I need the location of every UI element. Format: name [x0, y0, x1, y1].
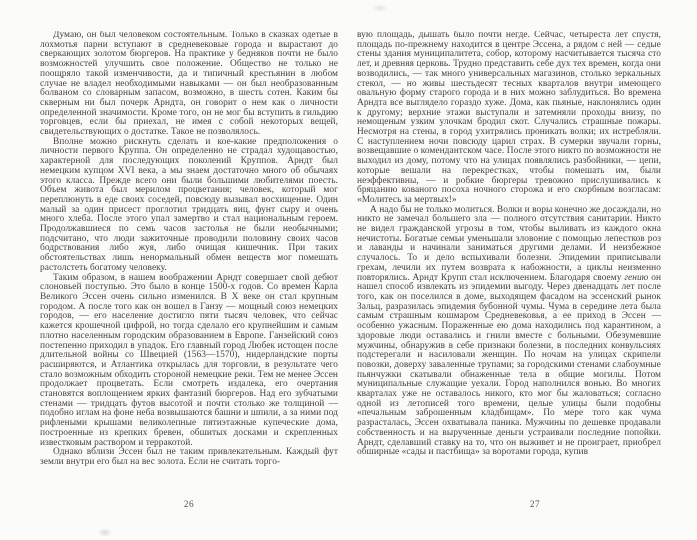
body-text: Вполне можно рискнуть сделать и кое-какие предположения о личности первого Круппа. Он определенно не страдал худощавостью, характерной для последующих поколений Круппов. Арндт был немецким купцом XVI века, а мы знаем достаточно много об обычаях этого класса. Прежде всего они были большими любителями поесть. Объем живота был мерилом процветания; человек, который мог переплюнуть в еде своих соседей, повсюду вызывал восхищение. Один малый за один присест проглотил тридцать яиц, фунт сыру и очень много хлеба. После этого упал замертво и стал национальным героем. Продолжавшиеся по семь часов застолья не были необычными; подсчитано, что люди зажиточные проводили половину своих часов бодрствования либо жуя, либо очищая кишечник. При таких обстоятельствах лишь ненормальный обмен веществ мог помешать растолстеть богатому человеку. — [40, 136, 338, 273]
page-27 — [357, 0, 661, 540]
body-text: Таким образом, в нашем воображении Арндт совершает свой дебют слоновьей поступью. Это было в конце 1500-х годов. Со времен Карла Великого Эссен очень сильно изменился. В X веке он стал крупным городом. А после того как он вошел в Ганзу — мощный союз немецких городов, — его население достигло пяти тысяч человек, что сейчас кажется крошечной цифрой, но тогда сделало его крупнейшим и самым плотно населенным городским образованием в Европе. Ганзейский союз постепенно приходил в упадок. Его главный город Любек истощен после длительной войны со Швецией (1563—1570), нидерландские порты расширяются, и Атлантика открылась для торговли, в результате чего стало возможным обходить стороной немецкие реки. Тем не менее Эссен продолжает процветать. Если смотреть издалека, его очертания становятся воплощением ярких фантазий бюргеров. Над его зубчатыми стенами — тридцать футов высотой и почти столько же толщиной — подобно иглам на фоне неба возвышаются башни и шпили, а за ними под рифлеными крышами великолепные пятиэтажные купеческие дома, построенные из крепких бревен, обшитых досками и скрепленных известковым раствором и терракотой. — [40, 272, 338, 448]
page-number-left: 26 — [183, 499, 195, 509]
paragraph — [357, 31, 661, 206]
emphasized-text: гению — [624, 272, 649, 283]
page-26 — [40, 0, 338, 540]
body-text: Думаю, он был человеком состоятельным. Только в сказках одетые в лохмотья парни вступают в средневековые города и вырастают до сверкающих золотом бюргеров. На практике у бедняков почти не было возможностей улучшить свое положение. Общество не только не поощряло такой изменчивости, да и типичный крестьянин в любом случае не владел необходимыми навыками — он был необразованным болваном со словарным запасом, возможно, в шесть сотен. Каким бы скверным ни был почерк Арндта, он говорит о нем как о личности определенной значимости. Кроме того, он не мог бы вступить в гильдию торговцев, если бы приехал, не имея с собой некоторых вещей, свидетельствующих о достатке. Такое не позволялось. — [40, 31, 338, 138]
page-number-right: 27 — [529, 499, 541, 509]
paragraph — [40, 138, 338, 274]
paragraph — [357, 206, 661, 458]
paragraph — [40, 448, 338, 467]
paragraph — [40, 274, 338, 449]
page-27-text — [357, 31, 661, 495]
body-text: А надо бы не только молиться. Волки и воры конечно же досаждали, но никто не замечал большего зла — полного отсутствия санитарии. Никто не видел гражданской угрозы в том, чтобы выливать из каждого окна нечистоты. Богатые семьи уменьшали зловоние с помощью лепестков роз и лаванды и начинали заниматься другими делами. И неизбежное случалось. То и дело вспыхивали болезни. Эпидемии приписывали грехам, лечили их путем возврата к набожности, а циклы неизменно повторялись. Арндт Крупп стал исключением. Благодаря своему — [357, 204, 661, 283]
body-text: он нашел способ извлекать из эпидемии выгоду. Через двенадцать лет после того, как он поселился в доме, выходящем фасадом на эссенский рынок Зальц, разразилась эпидемия бубонной чумы. Чума в середине лета была самым страшным кошмаром Средневековья, а ее приход в Эссен — особенно ужасным. Пораженные ею дома находились под карантином, а здоровые люди оставались и гнили вместе с больными. Обезумевшие мужчины, обнаружив в себе признаки болезни, в последних конвульсиях подстерегали и насиловали женщин. По ночам на улицах скрипели повозки, доверху заваленные трупами; за городскими стенами слабоумные пьянчужки скатывали обнаженные тела в общие могилы. Потом муниципальные служащие уехали. Город наполнился вонью. Во многих кварталах уже не оставалось никого, кто мог бы жаловаться; согласно одной из летописей того времени, целые улицы были подобны «печальным заброшенным кладбищам». По мере того как чума разрасталась, Эссен охватывала паника. Мужчины по дешевке продавали собственность и на вырученные деньги устраивали последние попойки. Арндт, сделавший ставку на то, что он выживет и не проиграет, приобрел обширные «сады и пастбища» за воротами города, купив — [357, 272, 661, 458]
paragraph — [40, 31, 338, 138]
page-26-text — [40, 31, 338, 495]
body-text: Однако вблизи Эссен был не таким привлекательным. Каждый фут земли внутри его был на вес золота. Если не считать торго- — [40, 447, 338, 467]
body-text: вую площадь, дышать было почти негде. Сейчас, четыреста лет спустя, площадь по-прежнему находится в центре Эссена, а рядом с ней — седые стены здания муниципалитета, собор, которому насчитывается тысяча сто лет, и древняя церковь. Трудно представить себе дух тех времен, когда они возводились, — так много универсальных магазинов, столько зеркальных стекол, — но живы шестьдесят тесных кварталов внутри имеющего овальную форму старого города и в них можно заблудиться. Во времена Арндта все выглядело гораздо хуже. Дома, как пьяные, наклонялись один к другому; верхние этажи выступали и затемняли проходы внизу, по немощеным узким улочкам бродил скот. Случались страшные пожары. Несмотря на стены, в город ухитрялись проникать волки; их истребляли. С наступлением ночи повсюду царил страх. В сумерки звучали горны, возвещавшие о комендантском часе. После этого никто по возможности не выходил из дому, потому что на улицах появлялись разбойники, — цепи, которые вешали на перекрестках, чтобы помешать им, были неэффективны, — и робкие бюргеры тревожно прислушивались к бряцанию кованого посоха ночного сторожа и его скорбным возгласам: «Молитесь за мертвых!» — [357, 31, 661, 205]
